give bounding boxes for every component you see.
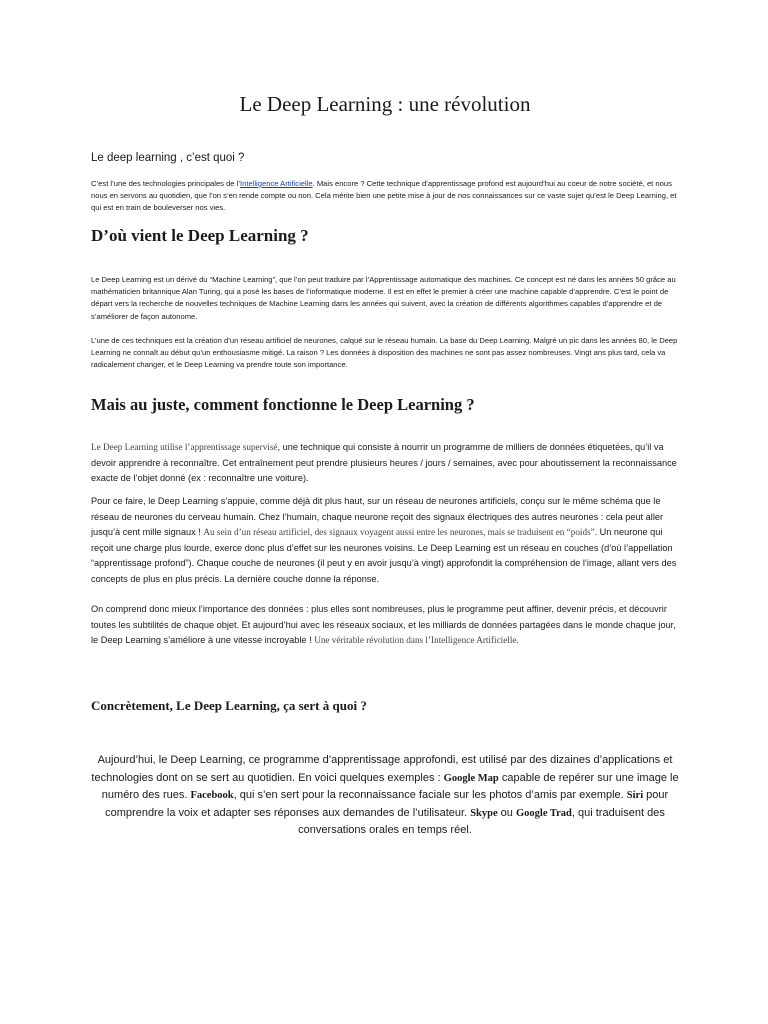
how-paragraph-1-text: , une technique qui consiste à nourrir un programme de milliers de données étiquetées, qu’il va devoir apprendre à reconnaître. Cet entraînement peut prendre plusieurs heures / jours / semaines, avec pour aboutissement la reconnaissance exacte de l’objet donné (ex : reconnaître une voiture). [91, 442, 677, 484]
facebook-label: Facebook [190, 790, 234, 802]
intro-text-end: . Mais encore ? Cette technique d’apprentissage profond est aujourd’hui au coeur de notre société, et nous nous en servons au quotidien, que l’on s’en rende compte ou non. Cela mérite bien une petite mise à jour de nos connaissances sur ce vaste sujet qu’est le Deep Learning, et qui est en train de bouleverser nos vies. [91, 179, 677, 212]
uses-text-6: , qui traduisent des conversations orales en temps réel. [298, 806, 665, 837]
how-paragraph-3-start: On comprend donc mieux l’importance des données : plus elles sont nombreuses, plus le programme peut affiner, devenir précis, et découvrir toutes les subtilités de chaque objet. Et aujourd’hui avec les réseaux sociaux, et les milliards de données partagées dans le monde chaque jour, le Deep Learning s’améliore à une vitesse incroyable ! [91, 604, 676, 646]
question-heading: Le deep learning , c’est quoi ? [91, 152, 245, 164]
ai-link[interactable]: Intelligence Artificielle [240, 179, 313, 188]
origin-paragraph-1: Le Deep Learning est un dérivé du “Machine Learning”, que l’on peut traduire par l’Apprentissage automatique des machines. Ce concept est né dans les années 50 grâce au mathématicien britannique Alan Turing, qui a posé les bases de l’informatique moderne. Il est en effet le premier à créer une machine capable d’apprendre. C’est le point de départ vers la recherche de nouvelles techniques de Machine Learning dans les années qui suivent, avec la création de différents algorithmes capables d’apprendre et de s’améliorer de façon autonome. [91, 275, 676, 321]
uses-text-2: capable de repérer sur une image le numéro des rues. [101, 771, 679, 802]
uses-text-5: ou [497, 806, 516, 819]
uses-paragraph [91, 752, 679, 840]
how-paragraph-1-serif: Le Deep Learning utilise l’apprentissage supervisé [91, 442, 278, 452]
how-paragraph-2 [91, 494, 679, 588]
uses-text-1: Aujourd’hui, le Deep Learning, ce programme d’apprentissage approfondi, est utilisé par des dizaines d’applications et technologies dont on se sert au quotidien. En voici quelques exemples : [91, 754, 673, 784]
intro-paragraph [91, 178, 679, 214]
how-paragraph-2-end: Un neurone qui reçoit une charge plus lourde, exerce donc plus d’effet sur les neurones voisins. Le Deep Learning est un réseau en couches (d’où l’appellation “apprentissage profond”). Chaque couche de neurones (il peut y en avoir jusqu’à vingt) approfondit la compréhension de l’image, allant vers des concepts de plus en plus précis. La dernière couche donne la réponse. [91, 527, 677, 584]
origin-paragraph-2: L’une de ces techniques est la création d’un réseau artificiel de neurones, calqué sur le réseau humain. La base du Deep Learning. Malgré un pic dans les années 80, le Deep Learning ne connaît au début qu’un enthousiasme mitigé. La raison ? Les données à disposition des machines ne sont pas assez nombreuses. Vingt ans plus tard, cela va radicalement changer, et le Deep Learning va prendre toute son importance. [91, 336, 678, 370]
google-trad-label: Google Trad [515, 807, 572, 819]
siri-label: Siri [626, 790, 644, 802]
section-heading-how: Mais au juste, comment fonctionne le Deep Learning ? [91, 395, 475, 414]
uses-text-3: , qui s’en sert pour la reconnaissance faciale sur les photos d’amis par exemple. [233, 789, 627, 802]
how-paragraph-3-serif: Une véritable révolution dans l’Intelligence Artificielle. [314, 635, 519, 646]
uses-text-4: pour comprendre la voix et adapter ses réponses aux demandes de l’utilisateur. [105, 789, 669, 819]
section-heading-uses: Concrètement, Le Deep Learning, ça sert à quoi ? [91, 698, 367, 713]
how-paragraph-3 [91, 602, 679, 649]
how-paragraph-2-start: Pour ce faire, le Deep Learning s’appuie, comme déjà dit plus haut, sur un réseau de neurones artificiels, conçu sur le même schéma que le réseau de neurones du cerveau humain. Chez l’humain, chaque neurone reçoit des signaux électriques des autres neurones : cela peut aller jusqu’à cent mille signaux ! [91, 496, 664, 538]
how-paragraph-1 [91, 440, 679, 487]
how-paragraph-2-serif: Au sein d’un réseau artificiel, des signaux voyagent aussi entre les neurones, mais se traduisent en “poids”. [203, 527, 598, 538]
skype-label: Skype [470, 807, 498, 819]
google-map-label: Google Map [443, 772, 499, 784]
intro-text-start: C’est l’une des technologies principales de l’ [91, 179, 241, 188]
page-title: Le Deep Learning : une révolution [239, 92, 531, 116]
section-heading-origin: D’où vient le Deep Learning ? [91, 226, 309, 245]
